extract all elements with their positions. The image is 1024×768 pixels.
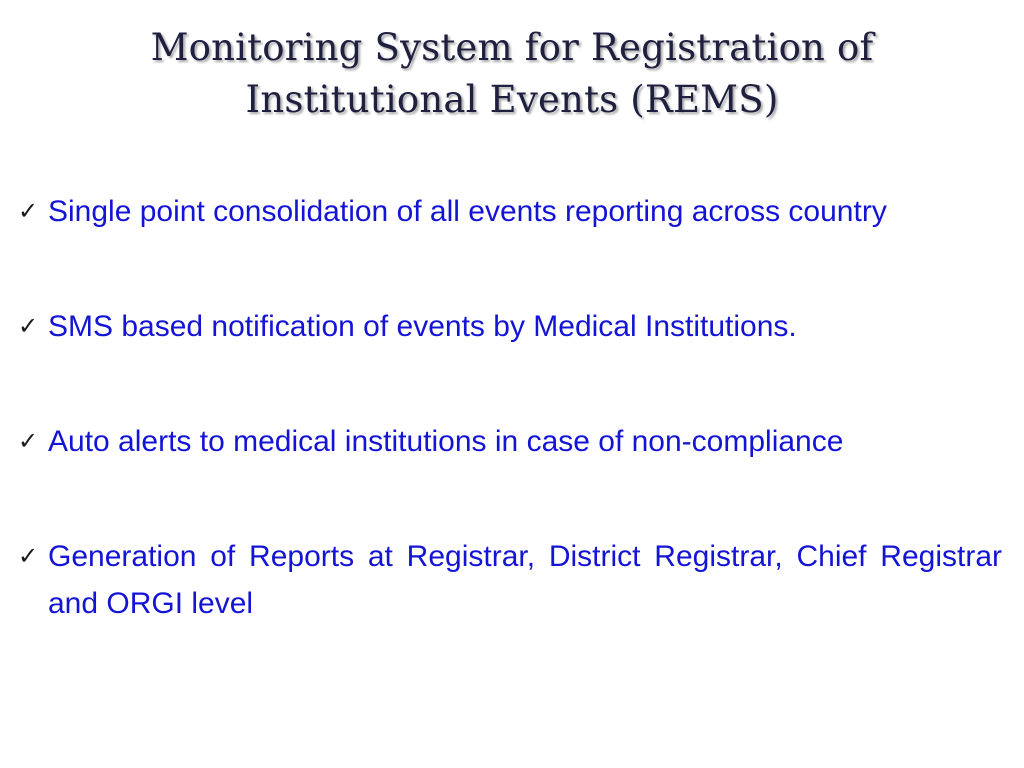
slide-title <box>0 22 1024 126</box>
bullet-text: Single point consolidation of all events reporting across country <box>48 195 887 228</box>
slide-title-line-2: Institutional Events (REMS) <box>245 78 779 121</box>
bullet-list <box>18 188 1002 627</box>
bullet-text: Generation of Reports at Registrar, District Registrar, Chief Registrar and ORGI level <box>48 540 1002 620</box>
bullet-item <box>18 418 1002 465</box>
checkmark-icon: ✓ <box>18 312 39 340</box>
bullet-text: SMS based notification of events by Medical Institutions. <box>48 310 797 343</box>
checkmark-icon: ✓ <box>18 197 39 225</box>
bullet-item <box>18 303 1002 350</box>
bullet-item <box>18 533 1002 627</box>
bullet-text: Auto alerts to medical institutions in case of non-compliance <box>48 425 844 458</box>
slide-title-line-1: Monitoring System for Registration of <box>150 26 874 69</box>
bullet-item <box>18 188 1002 235</box>
checkmark-icon: ✓ <box>18 542 39 570</box>
checkmark-icon: ✓ <box>18 427 39 455</box>
